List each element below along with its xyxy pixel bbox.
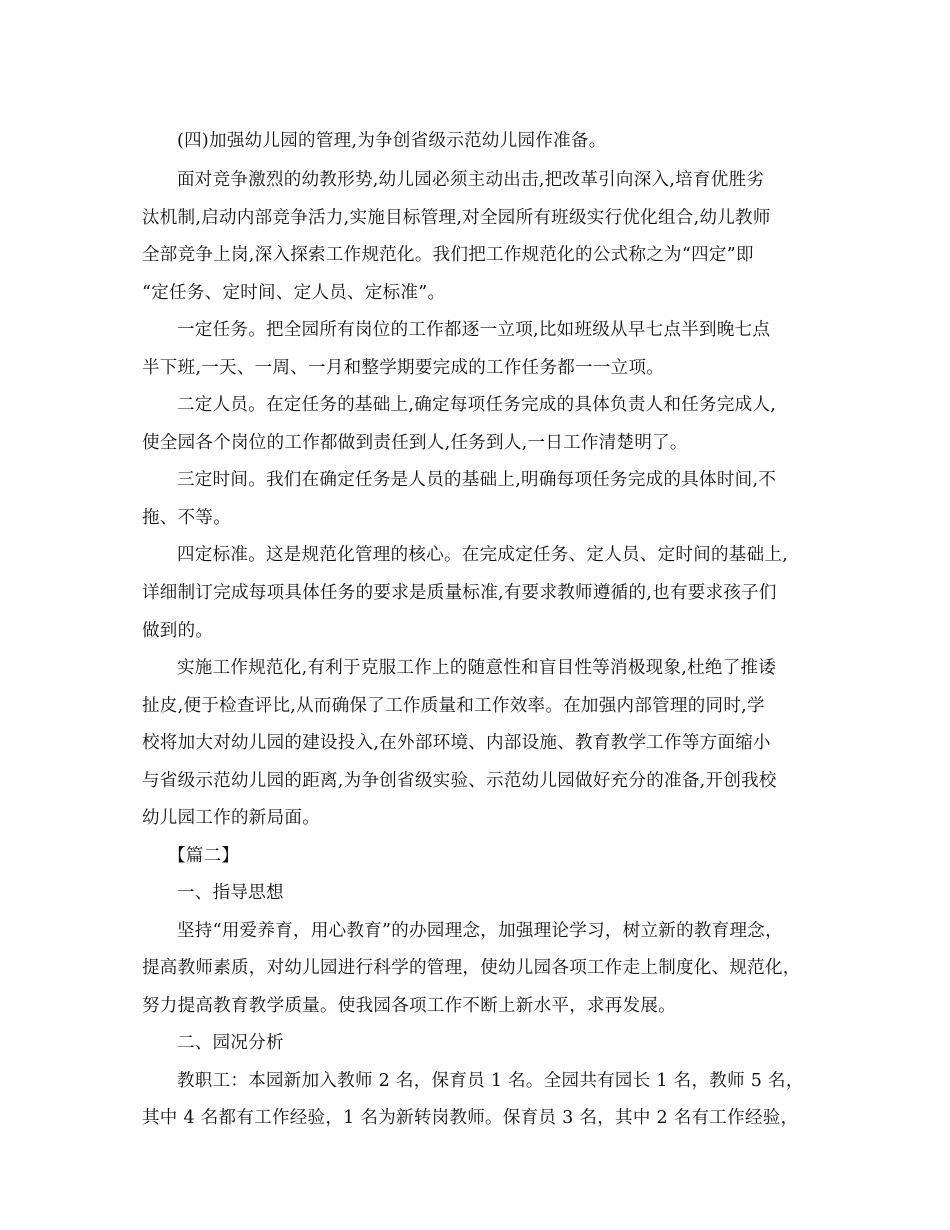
- paragraph-line: 努力提高教育教学质量。使我园各项工作不断上新水平，求再发展。: [142, 996, 676, 1016]
- paragraph-line: 坚持“用爱养育，用心教育”的办园理念，加强理论学习，树立新的教育理念，: [177, 921, 783, 941]
- paragraph-line: 校将加大对幼儿园的建设投入,在外部环境、内部设施、教育教学工作等方面缩小: [142, 733, 771, 753]
- paragraph-line: 四定标准。这是规范化管理的核心。在完成定任务、定人员、定时间的基础上,: [177, 545, 789, 565]
- paragraph-line: 半下班,一天、一周、一月和整学期要完成的工作任务都一一立项。: [142, 358, 665, 378]
- section-heading-guiding-ideology: 一、指导思想: [177, 883, 284, 903]
- paragraph-line: 拖、不等。: [142, 508, 231, 528]
- paragraph-line: 面对竞争激烈的幼教形势,幼儿园必须主动出击,把改革引向深入,培育优胜劣: [177, 170, 765, 190]
- paragraph-line: 全部竞争上岗,深入探索工作规范化。我们把工作规范化的公式称之为“四定”即: [142, 245, 754, 265]
- paragraph-line: 三定时间。我们在确定任务是人员的基础上,明确每项任务完成的具体时间,不: [177, 470, 777, 490]
- paragraph-line: 教职工：本园新加入教师 2 名，保育员 1 名。全园共有园长 1 名，教师 5 名，: [177, 1071, 804, 1091]
- section-heading-situation-analysis: 二、园况分析: [177, 1033, 284, 1053]
- paragraph-line: “定任务、定时间、定人员、定标准”。: [142, 283, 446, 303]
- paragraph-line: 二定人员。在定任务的基础上,确定每项任务完成的具体负责人和任务完成人,: [177, 395, 777, 415]
- paragraph-line: 汰机制,启动内部竞争活力,实施目标管理,对全园所有班级实行优化组合,幼儿教师: [142, 208, 771, 228]
- paragraph-line: 提高教师素质，对幼儿园进行科学的管理，使幼儿园各项工作走上制度化、规范化，: [142, 958, 801, 978]
- paragraph-line: 一定任务。把全园所有岗位的工作都逐一立项,比如班级从早七点半到晚七点: [177, 320, 771, 340]
- section-heading-strengthen-management: (四)加强幼儿园的管理,为争创省级示范幼儿园作准备。: [177, 131, 607, 151]
- paragraph-line: 与省级示范幼儿园的距离,为争创省级实验、示范幼儿园做好充分的准备,开创我校: [142, 771, 777, 791]
- paragraph-line: 使全园各个岗位的工作都做到责任到人,任务到人,一日工作清楚明了。: [142, 433, 688, 453]
- paragraph-line: 实施工作规范化,有利于克服工作上的随意性和盲目性等消极现象,杜绝了推诿: [177, 658, 777, 678]
- paragraph-line: 其中 4 名都有工作经验，1 名为新转岗教师。保育员 3 名，其中 2 名有工作经验，: [142, 1108, 799, 1128]
- paragraph-line: 幼儿园工作的新局面。: [142, 808, 320, 828]
- chapter-heading: 【篇二】: [168, 846, 240, 866]
- paragraph-line: 详细制订完成每项具体任务的要求是质量标准,有要求教师遵循的,也有要求孩子们: [142, 583, 777, 603]
- paragraph-line: 做到的。: [142, 621, 214, 641]
- paragraph-line: 扯皮,便于检查评比,从而确保了工作质量和工作效率。在加强内部管理的同时,学: [142, 696, 765, 716]
